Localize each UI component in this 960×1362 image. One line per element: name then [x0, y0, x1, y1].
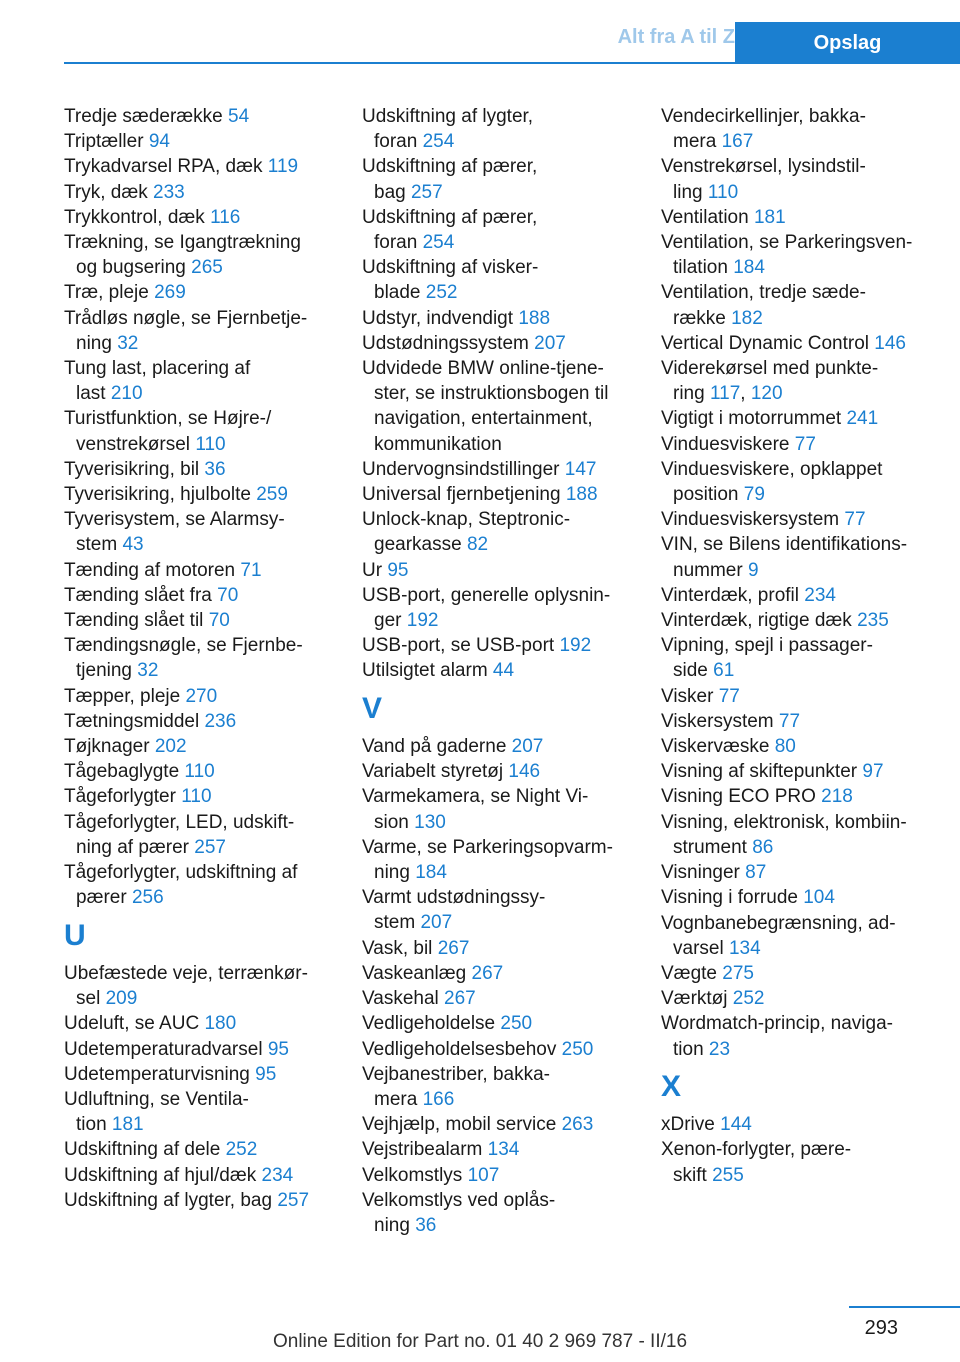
- index-page-link[interactable]: 94: [148, 131, 170, 153]
- index-page-link[interactable]: 130: [414, 811, 446, 833]
- index-page-link[interactable]: 95: [387, 559, 409, 581]
- index-entry-term: Værktøj: [661, 988, 733, 1010]
- index-entry: [362, 633, 652, 658]
- index-entry: [64, 280, 354, 305]
- index-entry: [362, 457, 652, 482]
- index-entry-term: Tågeforlygter: [64, 786, 182, 808]
- index-entry: [362, 331, 652, 356]
- index-entry-term: Tøjknager: [64, 736, 155, 758]
- index-page-link[interactable]: 80: [774, 736, 796, 758]
- index-entry: [64, 709, 354, 734]
- index-page-link[interactable]: 236: [204, 710, 237, 732]
- index-page-link[interactable]: 181: [111, 1114, 144, 1136]
- index-entry-term: Udvidede BMW online-tjene- ster, se instruktionsbogen til navigation, entertainment, kommunikation: [362, 358, 609, 455]
- index-entry: [362, 835, 652, 885]
- index-entry: [362, 1011, 652, 1036]
- index-entry-term: Tågeforlygter, udskiftning af pærer: [64, 862, 298, 909]
- index-entry-term: Tung last, placering af last: [64, 358, 251, 405]
- index-entry-term: Udstødningssystem: [362, 332, 535, 354]
- index-entry-term: Velkomstlys: [362, 1164, 468, 1186]
- index-entry: [64, 784, 354, 809]
- footer-edition: Online Edition for Part no. 01 40 2 969 787 - II/16: [272, 1331, 688, 1352]
- index-entry: [661, 810, 960, 860]
- index-page-link[interactable]: 110: [195, 433, 226, 455]
- index-entry: [661, 633, 960, 683]
- index-entry-term: Ventilation: [661, 206, 754, 228]
- index-entry-term: Tågeforlygter, LED, udskift- ning af pærer: [64, 811, 295, 858]
- index-entry-term: Vejhjælp, mobil service: [362, 1114, 562, 1136]
- index-page-link[interactable]: 257: [410, 181, 443, 203]
- index-entry: [661, 986, 960, 1011]
- index-entry-term: Visning i forrude: [661, 887, 804, 909]
- index-entry-term: Tænding af motoren: [64, 559, 241, 581]
- index-entry-term: Varmt udstødningssy- stem: [362, 887, 546, 934]
- index-page-link[interactable]: 70: [217, 584, 239, 606]
- index-page-link[interactable]: 134: [728, 937, 761, 959]
- index-entry-term: Tænding slået fra: [64, 584, 218, 606]
- index-page-link[interactable]: 77: [778, 710, 801, 732]
- index-entry: [661, 684, 960, 709]
- index-entry: [661, 532, 960, 582]
- index-entry-term: Viskervæske: [661, 736, 775, 758]
- index-entry-term: Ur: [362, 559, 388, 581]
- index-entry-term: xDrive: [661, 1114, 721, 1136]
- index-entry-term: Vendecirkellinjer, bakka- mera: [661, 106, 866, 153]
- index-entry: [661, 406, 960, 431]
- index-page-link[interactable]: 54: [228, 106, 250, 127]
- index-entry-term: Udskiftning af visker- blade: [362, 257, 539, 304]
- index-page-link[interactable]: 110: [707, 181, 739, 203]
- index-page-link[interactable]: 192: [559, 635, 592, 657]
- index-entry-term: Vaskeanlæg: [362, 962, 472, 984]
- index-entry: [661, 1011, 960, 1061]
- index-page-link[interactable]: 44: [492, 660, 515, 682]
- index-page-link[interactable]: 77: [718, 685, 740, 707]
- index-page-link[interactable]: 257: [277, 1189, 310, 1211]
- index-entry: [64, 507, 354, 557]
- index-entry-term: Tryk, dæk: [64, 181, 154, 203]
- index-entry: [362, 154, 652, 204]
- index-entry-term: USB-port, se USB-port: [362, 635, 560, 657]
- index-entry-term: Vægte: [661, 962, 723, 984]
- index-page-link[interactable]: 36: [415, 1214, 437, 1236]
- index-entry-term: Vinduesviskersystem: [661, 509, 845, 531]
- index-entry: [362, 558, 652, 583]
- index-page-link[interactable]: 77: [844, 509, 866, 531]
- index-page-link[interactable]: 255: [712, 1164, 744, 1186]
- index-page-link[interactable]: 23: [708, 1038, 731, 1060]
- index-entry-term: Tredje sæderække: [64, 106, 229, 127]
- index-page-link[interactable]: 104: [803, 887, 835, 909]
- index-page-link[interactable]: 252: [225, 1139, 258, 1161]
- index-page-link[interactable]: 202: [154, 736, 187, 758]
- index-page-link[interactable]: 32: [117, 332, 139, 354]
- index-entry-term: Udetemperaturvisning: [64, 1063, 256, 1085]
- index-page-link[interactable]: 207: [534, 332, 566, 354]
- index-entry: [64, 205, 354, 230]
- index-entry-term: Viderekørsel med punkte- ring: [661, 358, 879, 405]
- index-entry-term: Ubefæstede veje, terrænkør- sel: [64, 962, 308, 1010]
- index-page-link[interactable]: 87: [745, 862, 767, 884]
- index-entry: [362, 205, 652, 255]
- index-entry-separator: ,: [740, 383, 751, 405]
- index-page-link[interactable]: 180: [204, 1013, 237, 1035]
- index-entry: [661, 961, 960, 986]
- index-page-link[interactable]: 207: [511, 736, 544, 758]
- index-entry: [661, 1112, 960, 1137]
- index-page-link[interactable]: 95: [255, 1063, 277, 1085]
- index-page-link[interactable]: 250: [500, 1013, 533, 1035]
- index-entry-term: Tændingsnøgle, se Fjernbe- tjening: [64, 635, 303, 682]
- index-entry-term: Trækning, se Igangtrækning og bugsering: [64, 232, 301, 279]
- index-entry-term: Visning ECO PRO: [661, 786, 822, 808]
- index-letter-heading: V: [362, 691, 383, 725]
- index-entry: [64, 104, 354, 129]
- index-entry: [64, 810, 354, 860]
- index-entry-term: Udskiftning af hjul/dæk: [64, 1164, 262, 1186]
- index-entry-term: Udskiftning af lygter, bag: [64, 1189, 278, 1211]
- index-entry: [64, 306, 354, 356]
- index-page-link[interactable]: 167: [721, 131, 754, 153]
- index-page-link[interactable]: 275: [722, 962, 754, 984]
- index-entry-term: Velkomstlys ved oplås- ning: [362, 1189, 556, 1236]
- index-entry: [362, 356, 652, 457]
- index-entry-term: Tænding slået til: [64, 610, 209, 632]
- index-entry: [362, 1137, 652, 1162]
- index-page-link[interactable]: 267: [437, 937, 470, 959]
- index-page-link[interactable]: 252: [732, 988, 765, 1010]
- index-page-link[interactable]: 233: [153, 181, 185, 203]
- index-entry: [661, 583, 960, 608]
- index-page-link[interactable]: 71: [240, 559, 262, 581]
- index-page-link[interactable]: 188: [565, 484, 598, 506]
- index-page-link[interactable]: 120: [750, 383, 783, 405]
- index-entry: [64, 482, 354, 507]
- index-entry: [362, 507, 652, 557]
- index-entry: [64, 230, 354, 280]
- index-entry-term: Wordmatch-princip, naviga- tion: [661, 1013, 893, 1060]
- index-entry: [661, 759, 960, 784]
- index-page-link[interactable]: 209: [105, 988, 138, 1010]
- index-entry: [362, 1037, 652, 1062]
- index-entry-term: Vinterdæk, rigtige dæk: [661, 610, 858, 632]
- index-page-link[interactable]: 259: [256, 484, 288, 506]
- index-entry: [64, 1137, 354, 1162]
- index-page-link[interactable]: 9: [747, 559, 759, 581]
- index-page-link[interactable]: 192: [406, 610, 439, 632]
- index-entry-term: Utilsigtet alarm: [362, 660, 493, 682]
- index-entry-term: Variabelt styretøj: [362, 761, 509, 783]
- index-page-link[interactable]: 32: [137, 660, 159, 682]
- index-entry: [661, 1137, 960, 1187]
- index-page-link[interactable]: 210: [110, 383, 143, 405]
- index-entry-term: Viskersystem: [661, 710, 779, 732]
- index-page-link[interactable]: 117: [709, 383, 741, 405]
- index-entry-term: Turistfunktion, se Højre-/ venstrekørsel: [64, 408, 272, 455]
- index-entry: [362, 255, 652, 305]
- index-entry: [64, 633, 354, 683]
- header-tab[interactable]: Opslag: [735, 22, 960, 64]
- index-page-link[interactable]: 207: [420, 912, 453, 934]
- index-entry-term: Vognbanebegrænsning, ad- varsel: [661, 912, 896, 959]
- index-entry: [64, 759, 354, 784]
- index-page-link[interactable]: 43: [122, 534, 144, 556]
- index-page-link[interactable]: 70: [208, 610, 230, 632]
- index-page-link[interactable]: 116: [210, 206, 241, 228]
- index-page-link[interactable]: 234: [804, 584, 836, 606]
- index-entry-term: Tyverisikring, hjulbolte: [64, 484, 257, 506]
- index-entry: [661, 432, 960, 457]
- index-page-link[interactable]: 146: [508, 761, 541, 783]
- index-entry-term: Vipning, spejl i passager- side: [661, 635, 873, 682]
- index-entry-term: Ventilation, tredje sæde- række: [661, 282, 866, 329]
- index-entry: [362, 1062, 652, 1112]
- index-page-link[interactable]: 267: [444, 988, 476, 1010]
- index-entry: [64, 406, 354, 456]
- index-page-link[interactable]: 241: [846, 408, 879, 430]
- index-entry: [362, 986, 652, 1011]
- index-entry: [362, 784, 652, 834]
- index-entry-term: Varmekamera, se Night Vi- sion: [362, 786, 589, 833]
- index-entry-term: VIN, se Bilens identifikations- nummer: [661, 534, 908, 581]
- header-section-title: Alt fra A til Z: [617, 26, 735, 48]
- index-page-link[interactable]: 250: [561, 1038, 594, 1060]
- index-entry: [64, 684, 354, 709]
- index-page-link[interactable]: 218: [821, 786, 853, 808]
- index-entry: [64, 558, 354, 583]
- index-entry-term: Udstyr, indvendigt: [362, 307, 519, 329]
- index-entry: [661, 885, 960, 910]
- index-entry: [64, 1062, 354, 1087]
- index-entry-term: Vedligeholdelse: [362, 1013, 501, 1035]
- index-entry: [64, 734, 354, 759]
- index-entry: [661, 860, 960, 885]
- index-entry: [661, 911, 960, 961]
- index-page-link[interactable]: 82: [466, 534, 489, 556]
- index-page-link[interactable]: 234: [261, 1164, 294, 1186]
- index-page-link[interactable]: 269: [154, 282, 186, 304]
- index-page-link[interactable]: 263: [561, 1114, 594, 1136]
- index-page-link[interactable]: 257: [194, 836, 226, 858]
- index-page-link[interactable]: 77: [794, 433, 816, 455]
- index-page-link[interactable]: 256: [131, 887, 164, 909]
- index-page-link[interactable]: 110: [184, 761, 215, 783]
- index-column-1: [64, 104, 354, 1213]
- index-entry: [362, 482, 652, 507]
- index-entry: [64, 1163, 354, 1188]
- index-entry: [661, 104, 960, 154]
- index-page-link[interactable]: 267: [471, 962, 504, 984]
- index-entry-term: Visker: [661, 685, 719, 707]
- index-page-link[interactable]: 184: [733, 257, 765, 279]
- index-entry: [64, 961, 354, 1011]
- index-entry-term: Xenon-forlygter, pære- skift: [661, 1139, 852, 1186]
- index-entry: [661, 205, 960, 230]
- index-entry-term: Tyverisikring, bil: [64, 458, 205, 480]
- index-entry: [661, 507, 960, 532]
- index-entry-term: Vaskehal: [362, 988, 445, 1010]
- index-entry-term: Udeluft, se AUC: [64, 1013, 205, 1035]
- index-page-link[interactable]: 254: [422, 232, 455, 254]
- index-entry-term: Tætningsmiddel: [64, 710, 205, 732]
- index-entry-term: Tæpper, pleje: [64, 685, 186, 707]
- index-entry: [362, 759, 652, 784]
- index-page-link[interactable]: 254: [422, 131, 455, 153]
- index-page-link[interactable]: 188: [518, 307, 551, 329]
- index-entry-term: Varme, se Parkeringsopvarm- ning: [362, 836, 613, 884]
- index-entry: [661, 154, 960, 204]
- index-entry-term: Udskiftning af lygter, foran: [362, 106, 534, 153]
- index-entry: [64, 583, 354, 608]
- index-entry: [661, 331, 960, 356]
- index-entry-term: Udskiftning af pærer, foran: [362, 206, 538, 254]
- index-entry-term: Visninger: [661, 862, 746, 884]
- index-entry-term: Triptæller: [64, 131, 149, 153]
- index-entry-term: Tågebaglygte: [64, 761, 185, 783]
- index-entry-term: Vinduesviskere, opklappet position: [661, 458, 883, 506]
- index-entry: [64, 457, 354, 482]
- index-entry-term: Udskiftning af dele: [64, 1139, 226, 1161]
- index-entry-term: Vedligeholdelsesbehov: [362, 1038, 562, 1060]
- index-entry: [362, 306, 652, 331]
- index-entry: [661, 457, 960, 507]
- index-page-link[interactable]: 61: [713, 660, 735, 682]
- index-page-link[interactable]: 97: [862, 761, 884, 783]
- index-entry-term: Vigtigt i motorrummet: [661, 408, 847, 430]
- index-page-link[interactable]: 86: [752, 836, 774, 858]
- index-page-link[interactable]: 184: [415, 862, 447, 884]
- index-entry-term: Venstrekørsel, lysindstil- ling: [661, 156, 866, 203]
- index-column-2: [362, 104, 652, 1238]
- page-number: 293: [864, 1317, 898, 1339]
- index-entry-term: Vinterdæk, profil: [661, 584, 805, 606]
- index-entry: [362, 734, 652, 759]
- index-page-link[interactable]: 147: [564, 458, 597, 480]
- index-entry-term: Træ, pleje: [64, 282, 155, 304]
- index-column-3: [661, 104, 960, 1188]
- index-page-link[interactable]: 146: [874, 332, 906, 354]
- index-page-link[interactable]: 181: [753, 206, 786, 228]
- index-entry-term: Trådløs nøgle, se Fjernbetje- ning: [64, 307, 308, 354]
- index-entry: [661, 784, 960, 809]
- index-entry-term: Udluftning, se Ventila- tion: [64, 1088, 249, 1136]
- index-entry: [362, 1188, 652, 1238]
- index-page-link[interactable]: 182: [731, 307, 763, 329]
- index-entry-term: Universal fjernbetjening: [362, 484, 566, 506]
- index-page-link[interactable]: 107: [467, 1164, 500, 1186]
- index-entry-term: Unlock-knap, Steptronic- gearkasse: [362, 509, 571, 556]
- index-entry: [661, 356, 960, 406]
- index-entry-term: Vask, bil: [362, 937, 438, 959]
- index-page-link[interactable]: 110: [181, 786, 212, 808]
- index-entry-term: Vejbanestriber, bakka- mera: [362, 1063, 551, 1110]
- index-entry: [362, 658, 652, 683]
- index-entry-term: Udskiftning af pærer, bag: [362, 156, 538, 203]
- index-entry-term: Visning, elektronisk, kombiin- strument: [661, 811, 907, 858]
- index-entry: [362, 885, 652, 935]
- index-entry: [64, 1037, 354, 1062]
- index-entry: [362, 936, 652, 961]
- index-entry-term: Visning af skiftepunkter: [661, 761, 863, 783]
- index-entry: [362, 583, 652, 633]
- index-letter-heading: U: [64, 918, 86, 952]
- index-entry-term: Vertical Dynamic Control: [661, 332, 875, 354]
- index-entry: [661, 280, 960, 330]
- index-entry-term: Vinduesviskere: [661, 433, 795, 455]
- index-page-link[interactable]: 265: [191, 257, 223, 279]
- index-page-link[interactable]: 270: [185, 685, 218, 707]
- index-entry: [661, 709, 960, 734]
- index-entry-term: Trykkontrol, dæk: [64, 206, 211, 228]
- index-entry: [64, 1011, 354, 1036]
- index-entry: [64, 608, 354, 633]
- index-entry: [64, 154, 354, 179]
- index-entry-term: Vand på gaderne: [362, 736, 512, 758]
- index-entry-term: USB-port, generelle oplysnin- ger: [362, 584, 611, 632]
- index-entry-term: Trykadvarsel RPA, dæk: [64, 156, 268, 178]
- index-entry: [362, 104, 652, 154]
- index-page-link[interactable]: 252: [425, 282, 458, 304]
- index-entry: [64, 129, 354, 154]
- index-entry-term: Ventilation, se Parkeringsven- tilation: [661, 232, 913, 279]
- index-page-link[interactable]: 134: [487, 1139, 520, 1161]
- index-entry-term: Vejstribealarm: [362, 1139, 488, 1161]
- index-page-link[interactable]: 235: [857, 610, 889, 632]
- footer-rule: [849, 1306, 960, 1308]
- index-entry: [64, 860, 354, 910]
- index-entry-term: Tyverisystem, se Alarmsy- stem: [64, 509, 285, 556]
- header-rule: [64, 62, 960, 64]
- index-entry: [64, 180, 354, 205]
- index-page-link[interactable]: 36: [204, 458, 226, 480]
- index-entry: [64, 1188, 354, 1213]
- index-entry: [661, 608, 960, 633]
- index-entry: [661, 734, 960, 759]
- index-page-link[interactable]: 79: [743, 484, 765, 506]
- index-page-link[interactable]: 119: [267, 156, 299, 178]
- index-entry: [64, 1087, 354, 1137]
- index-entry: [661, 230, 960, 280]
- index-page-link[interactable]: 95: [267, 1038, 289, 1060]
- index-entry: [362, 1163, 652, 1188]
- index-entry: [362, 1112, 652, 1137]
- index-letter-heading: X: [661, 1069, 682, 1103]
- index-entry-term: Undervognsindstillinger: [362, 458, 565, 480]
- index-entry-term: Udetemperaturadvarsel: [64, 1038, 268, 1060]
- index-entry: [362, 961, 652, 986]
- index-entry: [64, 356, 354, 406]
- index-page-link[interactable]: 144: [720, 1114, 752, 1136]
- index-page-link[interactable]: 166: [422, 1088, 455, 1110]
